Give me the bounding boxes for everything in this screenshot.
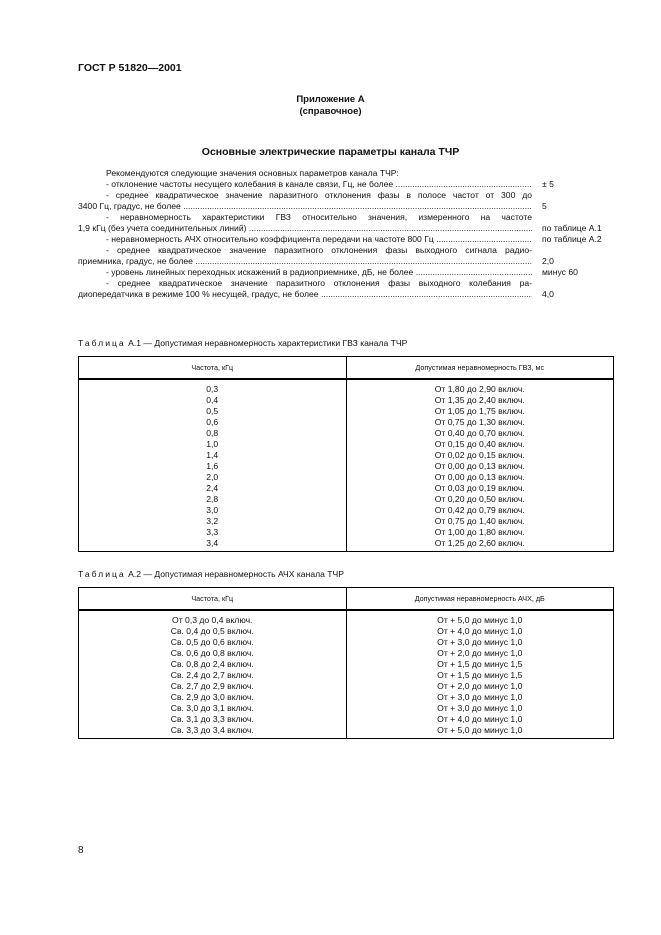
table-row [79, 637, 614, 648]
param-row [78, 190, 614, 201]
tolerance-cell: От 1,05 до 1,75 включ. [346, 406, 614, 417]
tolerance-cell: От + 2,0 до минус 1,0 [346, 648, 614, 659]
tolerance-cell: От 0,75 до 1,40 включ. [346, 516, 614, 527]
param-text: - неравномерность характеристики ГВЗ относительно значения, измеренного на частоте [106, 212, 532, 222]
table-row [79, 626, 614, 637]
frequency-cell: 0,3 [79, 379, 347, 395]
tolerance-cell: От + 5,0 до минус 1,0 [346, 725, 614, 739]
frequency-cell: Св. 3,3 до 3,4 включ. [79, 725, 347, 739]
tolerance-cell: От + 3,0 до минус 1,0 [346, 692, 614, 703]
table-row [79, 670, 614, 681]
tolerance-cell: От + 2,0 до минус 1,0 [346, 681, 614, 692]
frequency-cell: 0,6 [79, 417, 347, 428]
table1-caption [78, 338, 407, 348]
frequency-cell: Св. 3,1 до 3,3 включ. [79, 714, 347, 725]
param-row [78, 179, 614, 190]
param-text: - среднее квадратическое значение паразитного отклонения фазы выходного сигнала радио- [106, 245, 532, 255]
frequency-cell: 3,4 [79, 538, 347, 552]
param-value: 5 [542, 201, 547, 211]
frequency-cell: 1,0 [79, 439, 347, 450]
param-value: 2,0 [542, 256, 554, 266]
table-caption-text: А.2 — Допустимая неравномерность АЧХ канала ТЧР [128, 569, 344, 579]
param-text: - уровень линейных переходных искажений в радиоприемнике, дБ, не более [106, 267, 414, 277]
parameters-block [78, 168, 614, 300]
frequency-cell: 1,4 [79, 450, 347, 461]
table-row [79, 714, 614, 725]
document-header: ГОСТ Р 51820—2001 [78, 62, 182, 74]
frequency-cell: Св. 2,4 до 2,7 включ. [79, 670, 347, 681]
frequency-cell: 0,5 [79, 406, 347, 417]
page-number: 8 [78, 845, 84, 856]
table-label: Таблица [78, 569, 126, 579]
table-row [79, 538, 614, 552]
tolerance-cell: От 0,20 до 0,50 включ. [346, 494, 614, 505]
column-header: Допустимая неравномерность АЧХ, дБ [346, 588, 614, 611]
column-header: Частота, кГц [79, 588, 347, 611]
appendix-subtitle: (справочное) [299, 106, 362, 117]
table-row [79, 406, 614, 417]
table-row [79, 439, 614, 450]
tolerance-cell: От 0,03 до 0,19 включ. [346, 483, 614, 494]
table-achx [78, 587, 614, 739]
param-text: - неравномерность АЧХ относительно коэффициента передачи на частоте 800 Гц [106, 234, 434, 244]
param-text: - среднее квадратическое значение паразитного отклонения фазы выходного колебания ра- [106, 278, 532, 288]
tolerance-cell: От + 4,0 до минус 1,0 [346, 626, 614, 637]
frequency-cell: 0,8 [79, 428, 347, 439]
frequency-cell: От 0,3 до 0,4 включ. [79, 610, 347, 626]
frequency-cell: Св. 2,9 до 3,0 включ. [79, 692, 347, 703]
frequency-cell: 2,4 [79, 483, 347, 494]
tolerance-cell: От 0,00 до 0,13 включ. [346, 472, 614, 483]
tolerance-cell: От 1,35 до 2,40 включ. [346, 395, 614, 406]
frequency-cell: Св. 2,7 до 2,9 включ. [79, 681, 347, 692]
param-row-cont [78, 223, 614, 234]
table-row [79, 659, 614, 670]
table-row [79, 417, 614, 428]
tolerance-cell: От + 3,0 до минус 1,0 [346, 703, 614, 714]
param-text: приемника, градус, не более [78, 256, 193, 266]
table-row [79, 379, 614, 395]
table-row [79, 483, 614, 494]
param-text: - среднее квадратическое значение паразитного отклонения фазы в полосе частот от 300 до [106, 190, 532, 200]
tolerance-cell: От 1,80 до 2,90 включ. [346, 379, 614, 395]
table-row [79, 527, 614, 538]
column-header: Частота, кГц [79, 357, 347, 380]
frequency-cell: Св. 0,4 до 0,5 включ. [79, 626, 347, 637]
frequency-cell: 3,0 [79, 505, 347, 516]
tolerance-cell: От 0,42 до 0,79 включ. [346, 505, 614, 516]
tolerance-cell: От + 3,0 до минус 1,0 [346, 637, 614, 648]
table-row [79, 703, 614, 714]
table-row [79, 461, 614, 472]
table-row [79, 648, 614, 659]
table-row [79, 450, 614, 461]
tolerance-cell: От 1,00 до 1,80 включ. [346, 527, 614, 538]
frequency-cell: 1,6 [79, 461, 347, 472]
tolerance-cell: От 0,75 до 1,30 включ. [346, 417, 614, 428]
param-text: - отклонение частоты несущего колебания в канале связи, Гц, не более [106, 179, 394, 189]
param-row [78, 234, 614, 245]
table-row [79, 505, 614, 516]
table-row [79, 610, 614, 626]
tolerance-cell: От 0,40 до 0,70 включ. [346, 428, 614, 439]
tolerance-cell: От + 1,5 до минус 1,5 [346, 670, 614, 681]
tolerance-cell: От 1,25 до 2,60 включ. [346, 538, 614, 552]
table2-caption [78, 569, 344, 579]
frequency-cell: 2,8 [79, 494, 347, 505]
table-row [79, 494, 614, 505]
tolerance-cell: От + 1,5 до минус 1,5 [346, 659, 614, 670]
param-value: ± 5 [542, 179, 554, 189]
table-row [79, 472, 614, 483]
table-caption-text: А.1 — Допустимая неравномерность характеристики ГВЗ канала ТЧР [128, 338, 408, 348]
appendix-title: Приложение А [296, 94, 365, 105]
param-row [78, 278, 614, 289]
param-row [78, 245, 614, 256]
param-row [78, 212, 614, 223]
frequency-cell: 2,0 [79, 472, 347, 483]
param-value: по таблице А.1 [542, 223, 602, 233]
param-text: диопередатчика в режиме 100 % несущей, градус, не более [78, 289, 319, 299]
frequency-cell: Св. 0,8 до 2,4 включ. [79, 659, 347, 670]
param-text: 3400 Гц, градус, не более [78, 201, 181, 211]
table-row [79, 395, 614, 406]
frequency-cell: 3,2 [79, 516, 347, 527]
param-text: 1,9 кГц (без учета соединительных линий) [78, 223, 247, 233]
table-label: Таблица [78, 338, 126, 348]
table-row [79, 692, 614, 703]
section-title: Основные электрические параметры канала ТЧР [201, 146, 460, 158]
tolerance-cell: От + 4,0 до минус 1,0 [346, 714, 614, 725]
param-value: минус 60 [542, 267, 578, 277]
table-row [79, 428, 614, 439]
param-row-cont [78, 201, 614, 212]
tolerance-cell: От 0,15 до 0,40 включ. [346, 439, 614, 450]
frequency-cell: Св. 0,6 до 0,8 включ. [79, 648, 347, 659]
table-row [79, 681, 614, 692]
param-row-cont [78, 256, 614, 267]
frequency-cell: Св. 0,5 до 0,6 включ. [79, 637, 347, 648]
tolerance-cell: От 0,00 до 0,13 включ. [346, 461, 614, 472]
tolerance-cell: От 0,02 до 0,15 включ. [346, 450, 614, 461]
column-header: Допустимая неравномерность ГВЗ, мс [346, 357, 614, 380]
intro-text: Рекомендуются следующие значения основных параметров канала ТЧР: [106, 168, 399, 178]
tolerance-cell: От + 5,0 до минус 1,0 [346, 610, 614, 626]
param-value: по таблице А.2 [542, 234, 602, 244]
param-value: 4,0 [542, 289, 554, 299]
frequency-cell: 0,4 [79, 395, 347, 406]
frequency-cell: 3,3 [79, 527, 347, 538]
param-row-cont [78, 289, 614, 300]
frequency-cell: Св. 3,0 до 3,1 включ. [79, 703, 347, 714]
table-gvz [78, 356, 614, 552]
table-row [79, 516, 614, 527]
param-row [78, 267, 614, 278]
table-row [79, 725, 614, 739]
